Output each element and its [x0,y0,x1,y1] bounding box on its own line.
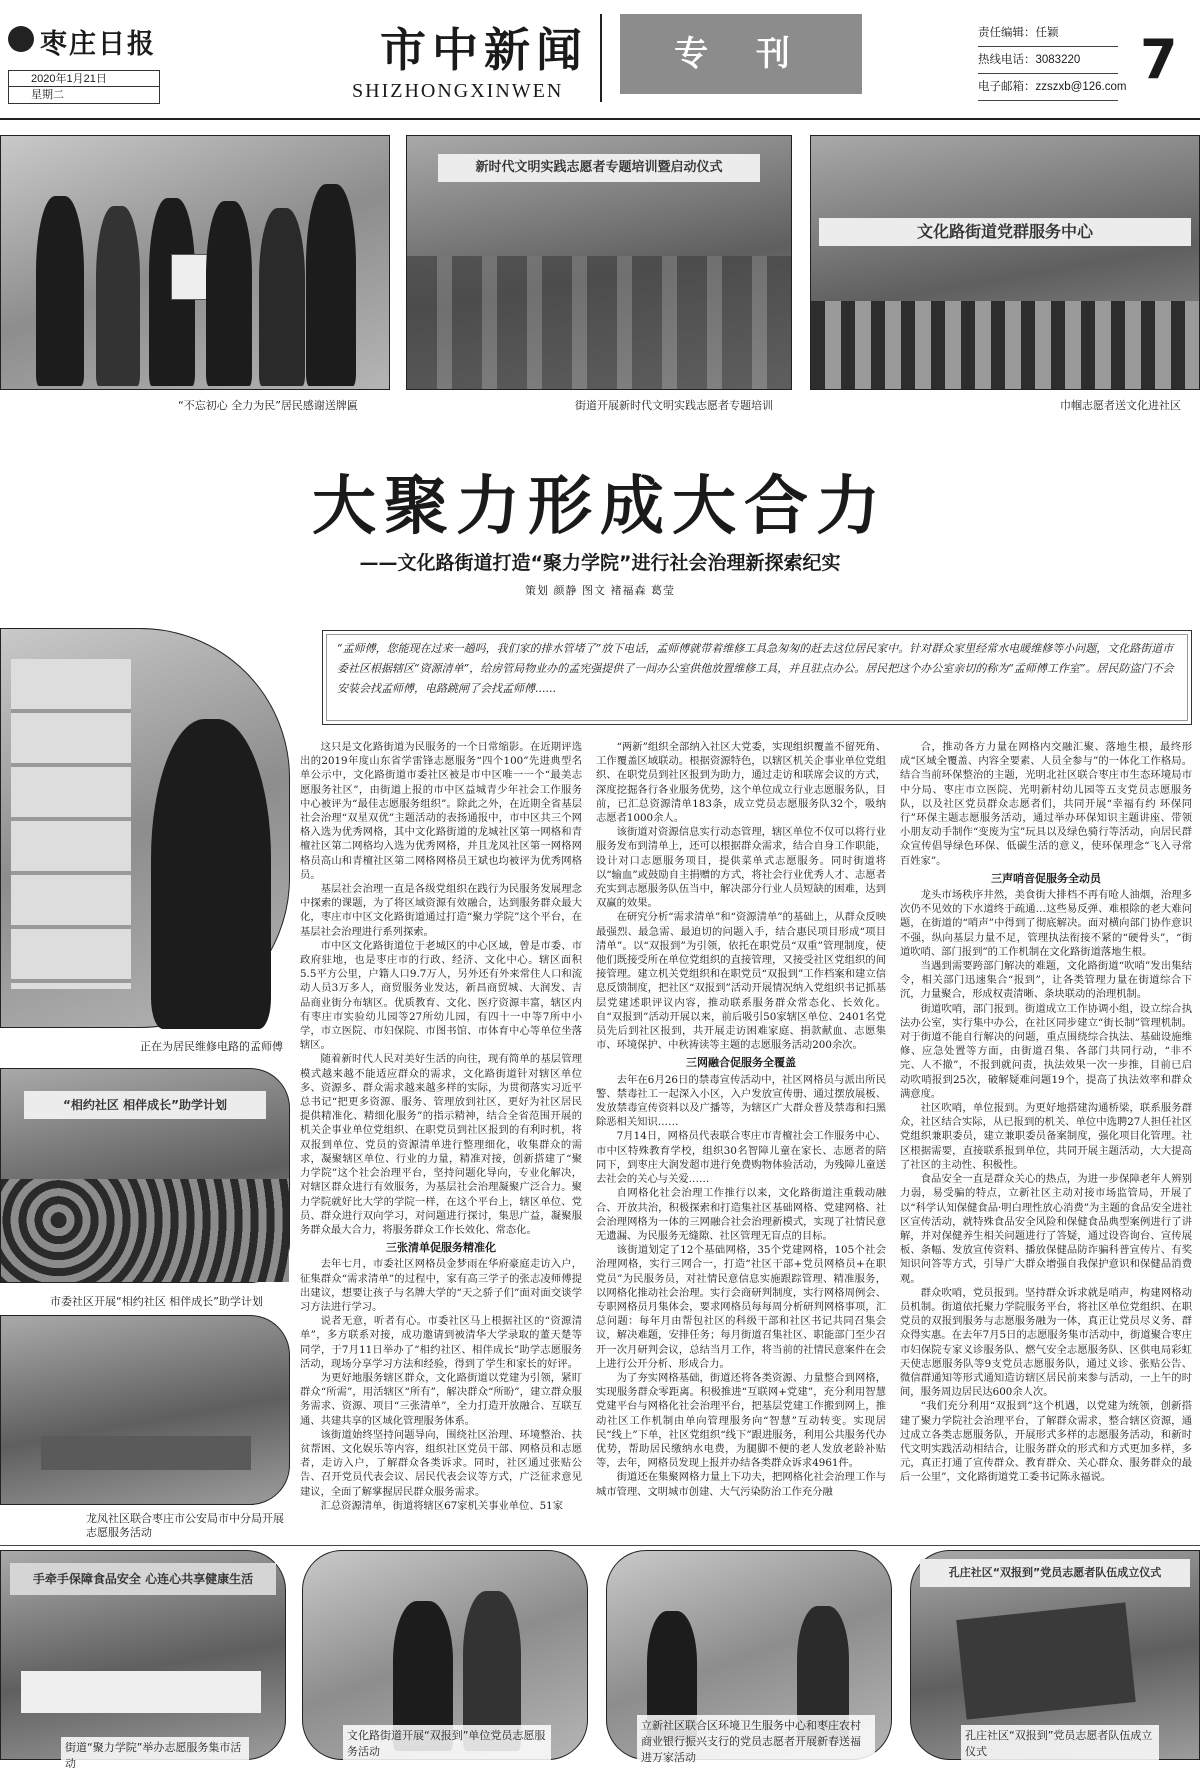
subsection-heading: 三网融合促服务全覆盖 [686,1056,796,1070]
bottom-rule [0,1545,1200,1546]
article-column-3 [900,740,1192,1485]
logo-emblem-icon [8,26,34,52]
photo-banner-text: 新时代文明实践志愿者专题培训暨启动仪式 [438,154,761,182]
article-headline: 大聚力形成大合力 [312,469,888,544]
paper-name: 枣庄日报 [40,29,156,60]
paragraph: 社区吹哨，单位报到。为更好地搭建沟通桥梁，联系服务群众，社区结合实际，从已报到的机关、单位中选聘27人担任社区党组织兼职委员，建立兼职委员备案制度，强化项目化管理。社区根据需要，直接联系报到单位，共同开展主题活动，大大提高了社区的主动性、积极性。 [900,1102,1192,1171]
paragraph: 当遇到需要跨部门解决的难题，文化路街道“吹哨”发出集结令，相关部门迅速集合“报到”，让各类管理力量在街道综合下沉，力量聚合，形成权责清晰、条块联动的治理机制。 [900,960,1192,1001]
editor-name: 责任编辑：任颖 [978,20,1118,47]
section-title: 市中新闻 [380,23,588,77]
issue-weekday: 星期二 [31,89,64,101]
photo-party-volunteers [302,1550,588,1760]
photo-training [406,135,792,390]
paragraph: 去年七月，市委社区网格员金梦雨在华府豪庭走访入户，征集群众“需求清单”的过程中，家有高三学子的张志凌师傅提出建议，想要让孩子与名牌大学的“天之骄子们”面对面交谈学习方法进行学习。 [300,1258,582,1313]
hotline: 热线电话：3083220 [978,47,1118,74]
paragraph: 7月14日，网格员代表联合枣庄市青檀社会工作服务中心、市中区特殊教育学校，组织30名智障儿童在家长、志愿者的陪同下，到枣庄大润发超市进行免费购物体验活动，为残障儿童送去社会的关心与关爱…… [596,1130,886,1186]
photo-caption: 巾帼志愿者送文化进社区 [1060,399,1181,412]
section-pinyin: SHIZHONGXINWEN [352,80,564,102]
article-column-2 [596,740,886,1499]
photo-kongzhuang [910,1550,1200,1760]
intro-box [322,630,1192,725]
paragraph: 该街道划定了12个基础网格，35个党建网格，105个社会治理网格，实行三网合一，打造“社区干部+党员网格员+在职党员”为民服务员，对社情民意信息实施跟踪管理、精准服务，以网格化推动社会治理。实行会商研判制度，实行网格周例会、专职网格员月集体会，要求网格员每每周分析研判网格事项，汇总问题：每年月由帮包社区的科级干部和社区书记共同召集会议，解决难题，安排任务；每月街道召集社区、职能部门至少召开一次月研判会议，总结当月工作，将当前的社情民意案件在会上进行公开分析、形成合力。 [596,1244,886,1370]
article-column-1 [300,740,582,1513]
photo-caption: 立新社区联合区环境卫生服务中心和枣庄农村商业银行振兴支行的党员志愿者开展新春送福进万家活动 [637,1715,875,1767]
masthead [0,0,1200,118]
article-subhead: ——文化路街道打造“聚力学院”进行社会治理新探索纪实 [359,552,841,574]
paragraph: “两新”组织全部纳入社区大党委，实现组织覆盖不留死角、工作覆盖区域联动。根据资源特色，以辖区机关企事业单位党组织、在职党员到社区报到为助力，通过走访和联席会议的方式，深度挖掘各行各业服务优势，这个单位成立行业志愿服务队，目前，已汇总资源清单183条，成立党员志愿服务队32个，吸纳志愿者1000余人。 [596,741,886,825]
paragraph: 街道吹哨，部门报到。街道成立工作协调小组，设立综合执法办公室，实行集中办公，在社区同步建立“街长制”管理机制。对于街道不能自行解决的问题，重点围绕综合执法、基础设施维修、应急处置等方面，由街道召集、各部门共同行动，“非不完、人不撤”，不报到就问责，执法效果一次一步推，目前已启动吹哨报到25次，破解疑难问题19个，提高了执法效率和群众满意度。 [900,1002,1192,1100]
photo-banner-text: 孔庄社区“双报到”党员志愿者队伍成立仪式 [920,1559,1191,1587]
photo-caption: 孔庄社区“双报到”党员志愿者队伍成立仪式 [961,1725,1159,1761]
paragraph: 群众吹哨，党员报到。坚持群众诉求就是哨声，构建网格动员机制。街道依托聚力学院服务平台，将社区单位党组织、在职党员的双报到服务与志愿服务融为一体，真正让党员尽义务、群众得实惠。在去年7月5日的志愿服务集市活动中，街道聚合枣庄市妇保院专家义诊服务队、燃气安全志愿服务队、区供电局彩虹天使志愿服务队等9支党员志愿服务队，通过义诊、张贴公告、微信群通知等形式通知造访辖区居民前来参与活动，一上午的时间，服务周边居民达600余人次。 [900,1286,1192,1399]
paragraph: 在研究分析“需求清单”和“资源清单”的基础上，从群众反映最强烈、最急需、最迫切的问题入手，结合惠民项目形成“项目清单”。以“双报到”为引领，依托在职党员“双重”管理制度，使他们既接受所在单位党组织的直接管理，又接受社区党组织的间接管理。建立机关党组织和在职党员“双报到”工作档案和建立信息反馈制度，把社区“双报到”活动开展情况纳入党组织书记抓基层党建述职评议内容，推动联系服务群众常态化、长效化。自“双报到”活动开展以来，前后吸引50家辖区单位、2401名党员先后到社区报到，共开展走访困难家庭、捐款献血、志愿集市、环境保护、中秋祷读等主题的志愿服务活动200余次。 [596,911,886,1052]
date-box [8,70,160,104]
photo-food-safety [0,1550,286,1770]
photo-banner-text: 文化路街道党群服务中心 [819,218,1192,246]
paragraph: 该街道对资源信息实行动态管理，辖区单位不仅可以将行业服务发布到清单上，还可以根据群众需求，结合自身工作职能，设计对口志愿服务项目，提供菜单式志愿服务。同时街道将以“输血”或鼓励自主捐赠的方式，将社会行业优秀人才、志愿者充实到志愿服务队伍当中，解决部分行业人员短缺的困难，达到双赢的效果。 [596,826,886,910]
intro-text: “孟师傅，您能现在过来一趟吗，我们家的排水管堵了”放下电话，孟师傅就带着维修工具急匆匆的赶去这位居民家中。针对群众家里经常水电暖维修等小问题，文化路街道市委社区根据辖区“资源清单”，给房管局物业办的孟宪强提供了一间办公室供他放置维修工具，并且驻点办公。居民把这个办公室亲切的称为“孟师傅工作室”。居民防盗门不会安装会找孟师傅，电路跳闸了会找孟师傅...... [337,642,1174,695]
paragraph: 随着新时代人民对美好生活的向往，现有简单的基层管理模式越来越不能适应群众的需求，文化路街道针对辖区单位多、资源多、群众需求越来越多样的实际，为贯彻落实习近平总书记“把更多资源、服务、管理放到社区，更好为社区居民提供精准化、精细化服务”的指示精神，结合全省范围开展的机关企事业单位党组织、在职党员到社区报到的有利时机，将双报到单位、党员的资源清单进行整理细化，收集群众的需求，凝聚辖区单位、行业的力量，精准对接，创新搭建了“聚力学院”这个社会治理平台，坚持问题化导向，专业化解决，对辖区群众进行有效服务，为基层社会治理凝聚广泛合力。聚力学院就好比大学的学院一样，在这个平台上，辖区单位、党员、群众进行双向学习，对问题进行探讨，集思广益，凝聚服务群众最大合力，将服务群众工作长效化、常态化。 [300,1053,582,1236]
email: 电子邮箱：zzszxb@126.com [978,74,1118,101]
photo-volunteers [810,135,1200,390]
paragraph: “我们充分利用“双报到”这个机遇，以党建为统领，创新搭建了聚力学院社会治理平台，了解群众需求，整合辖区资源，通过成立各类志愿服务队，开展形式多样的志愿服务活动，和新时代文明实践活动相结合，让服务群众的形式和方式更加多样，多元，真正打通了宣传群众、教育群众、关心群众、服务群众的最后一公里”，文化路街道党工委书记陈永福说。 [900,1400,1192,1484]
paragraph: 为了夯实网格基础，街道还将各类资源、力量整合到网格，实现服务群众零距离。积极推进“互联网+党建”，充分利用智慧党建平台与网格化社会治理平台，把基层党建工作搬到网上，推动社区工作机制由单向管理服务向“智慧”互动转变。实现居民“线上”下单，社区党组织“线下”跟进服务，利用公共服务代办优势，帮助居民缴纳水电费，为腿脚不便的老人发放老龄补贴等，去年，网格员发现上报并办结各类群众诉求4961件。 [596,1371,886,1470]
paragraph: 自网格化社会治理工作推行以来，文化路街道注重载动融合、开放共治，积极探索和打造集社区基础网格、党建网格、社会治理网格为一体的三网融合社会治理新模式，实现了社情民意无遗漏、为民服务无缝隙、社区管理无盲点的目标。 [596,1187,886,1242]
paragraph: 合，推动各方力量在网格内交融汇聚、落地生根，最终形成“区域全覆盖、内容全要素、人员全参与”的一体化工作格局。结合当前环保整治的主题，光明北社区联合枣庄市生态环境局市中分局、枣庄市立医院、光明新村幼儿园等五支党员志愿服务队，以及社区党员群众志愿者们，共同开展“幸福有约 环保同行”环保主题志愿服务活动，通过举办环保知识主题讲座、带领小朋友动手制作“变废为宝”玩具以及绿色骑行等活动，向居民群众宣传倡导绿色环保、低碳生活的意义，使环保理念“飞入寻常百姓家”。 [900,741,1192,867]
article-byline: 策划 颜静 图文 褚福森 葛莹 [525,584,675,597]
paragraph: 街道还在集聚网格力量上下功夫，把网格化社会治理工作与城市管理、文明城市创建、大气污染防治工作充分融 [596,1471,886,1498]
paragraph: 基层社会治理一直是各级党组织在践行为民服务发展理念中探索的课题，为了将区域资源有效融合，达到服务群众最大化，枣庄市中区文化路街道通过打造“聚力学院”这个平台，在基层社会治理进行系列探索。 [300,883,582,938]
photo-caption: 市委社区开展“相约社区 相伴成长”助学计划 [50,1295,263,1308]
photo-caption: “不忘初心 全力为民”居民感谢送牌匾 [178,399,358,412]
paragraph: 市中区文化路街道位于老城区的中心区域，曾是市委、市政府驻地，也是枣庄市的行政、经济、文化中心。辖区面积5.5平方公里，户籍人口9.7万人，另外还有外来常住人口和流动人员3万多人，商贸服务业发达，新昌商贸城、大润发、吉品商业街分布辖区。优质教育、文化、医疗资源丰富，辖区内有枣庄市实验幼儿园等27所幼儿园，有四十一中等7所中小学，市立医院、市妇保院、市图书馆、市体育中心等单位坐落辖区。 [300,939,582,1052]
photo-banner-text: “相约社区 相伴成长”助学计划 [24,1091,266,1119]
subsection-heading: 三声哨音促服务全动员 [991,871,1101,885]
paragraph: 为更好地服务辖区群众，文化路街道以党建为引领，紧盯群众“所需”，用活辖区“所有”，解决群众“所盼”，建立群众服务需求、资源、项目“三张清单”，全力打造开放融合、互联互通、共建共享的区域化管理服务体系。 [300,1371,582,1427]
photo-plaque [0,135,390,390]
paragraph: 食品安全一直是群众关心的热点，为进一步保障老年人辨别力弱，易受骗的特点，立新社区主动对接市场监管局，开展了以“科学认知保健食品·明白理性放心消费”为主题的食品安全进社区宣传活动，就特殊食品安全风险和保健食品典型案例进行了讲解，并对保健养生相关问题进行了答疑，通过设咨询台、宣传展板、条幅、发放宣传资料、播放保健品防诈骗科普宣传片、有奖知识问答等方式，引导广大群众增强自我保护意识和保健品消费观。 [900,1173,1192,1285]
photo-study [0,1068,290,1283]
special-edition-label: 专 刊 [620,14,862,94]
masthead-divider [600,14,602,102]
editor-info [978,20,1127,101]
paragraph: 龙头市场秩序井然，美食街大排档不再有呛人油烟，治理多次仍不见效的下水道终于疏通…这些易反弹、难根除的老大难问题，在街道的“哨声”中得到了彻底解决。面对横向部门协作意识不强，纵向基层力量不足，管理执法衔接不紧的“硬骨头”，“街道吹哨、部门报到”的工作机制在文化路街道落地生根。 [900,889,1192,958]
photo-caption: 文化路街道开展“双报到”单位党员志愿服务活动 [343,1725,551,1761]
subsection-heading: 三张清单促服务精准化 [386,1241,496,1255]
page-number: 7 [1140,28,1178,91]
paper-logo [8,22,158,60]
paragraph: 去年在6月26日的禁毒宣传活动中，社区网格员与派出所民警、禁毒社工一起深入小区，入户发放宣传册、通过摆放展板、发放禁毒宣传资料以及广播等，为辖区广大群众普及禁毒和扫黑除恶相关知识…… [596,1073,886,1129]
photo-new-year [606,1550,892,1764]
paragraph: 说者无意，听者有心。市委社区马上根据社区的“资源清单”，多方联系对接，成功邀请到被清华大学录取的董天楚等同学，于7月11日举办了“相约社区、相伴成长”助学志愿服务活动，现场分享学习方法和经验，得到了学生和家长的好评。 [300,1315,582,1370]
photo-banner-text: 手牵手保障食品安全 心连心共享健康生活 [10,1563,277,1595]
photo-caption: 街道“聚力学院”举办志愿服务集市活动 [61,1737,249,1773]
paragraph: 汇总资源清单，街道将辖区67家机关事业单位、51家 [320,1499,564,1512]
photo-police [0,1315,290,1505]
issue-date: 2020年1月21日 [9,71,159,87]
photo-caption: 正在为居民维修电路的孟师傅 [140,1040,283,1053]
paragraph: 这只是文化路街道为民服务的一个日常缩影。在近期评选出的2019年度山东省学雷锋志愿服务“四个100”先进典型名单公示中，文化路街道市委社区被是市中区唯一一个“最美志愿服务社区”，由街道上报的市中区益城青少年社会工作服务中心被评为“最佳志愿服务组织”。除此之外，在近期全省基层社会治理“双星双优”主题活动的表扬通报中，市中区共三个网格入选为优秀网格，其中文化路街道的龙城社区第一网格和青檀社区第二网格均入选为优秀网格，并且龙凤社区第一网格网格员高山和青檀社区第二网格网格员王斌也均被评为优秀网格员。 [300,741,582,881]
masthead-rule [0,118,1200,120]
paragraph: 该街道始终坚持问题导向，围绕社区治理、环境整治、扶贫帮困、文化娱乐等内容，组织社区党员干部、网格员和志愿者，走访入户，了解群众各类诉求。同时，社区通过张贴公告、召开党员代表会议、居民代表会议等方式，广泛征求意见建议，全面了解掌握居民群众服务需求。 [300,1428,582,1498]
photo-caption: 龙凤社区联合枣庄市公安局市中分局开展志愿服务活动 [86,1512,284,1539]
photo-repair [0,628,290,1028]
photo-caption: 街道开展新时代文明实践志愿者专题培训 [575,399,773,412]
